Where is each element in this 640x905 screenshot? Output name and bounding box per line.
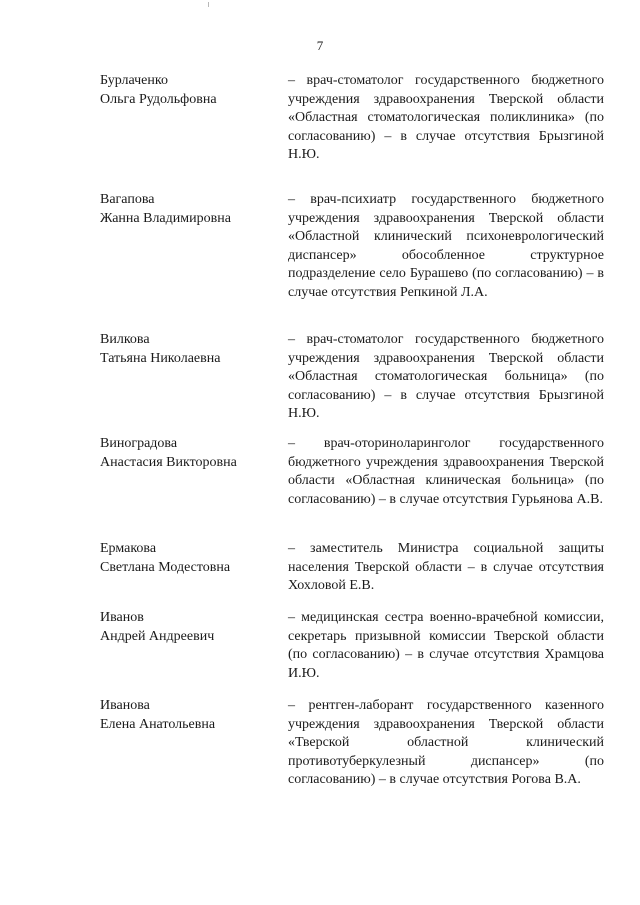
member-description: – врач-оториноларинголог государственного бюджетного учреждения здравоохранения Тверской области «Областная клиническая больница» (по согласованию) – в случае отсутствия Гурьянова А.В. (288, 436, 604, 507)
member-surname: Вагапова (100, 192, 155, 207)
member-surname: Виноградова (100, 436, 178, 451)
member-description: – врач-стоматолог государственного бюджетного учреждения здравоохранения Тверской области «Областная стоматологическая больница» (по согласованию) – в случае отсутствия Брызгиной Н.Ю. (288, 332, 604, 421)
member-surname: Иванов (100, 610, 144, 625)
member-surname: Бурлаченко (100, 73, 168, 88)
member-name (100, 191, 280, 228)
scan-artifact (208, 2, 209, 7)
member-name (100, 697, 280, 734)
member-name (100, 540, 280, 577)
member-name (100, 609, 280, 646)
member-description: – рентген-лаборант государственного казенного учреждения здравоохранения Тверской области «Тверской областной клинический противотуберкулезный диспансер» (по согласованию) – в случае отсутствия Рогова В.А. (288, 698, 604, 787)
member-description: – заместитель Министра социальной защиты населения Тверской области – в случае отсутствия Хохловой Е.В. (288, 541, 604, 593)
page-number: 7 (316, 38, 324, 53)
member-given-names: Жанна Владимировна (100, 210, 231, 226)
member-description: – медицинская сестра военно-врачебной комиссии, секретарь призывной комиссии Тверской области (по согласованию) – в случае отсутствия Храмцова И.Ю. (288, 610, 604, 681)
member-name (100, 435, 280, 472)
member-given-names: Татьяна Николаевна (100, 350, 221, 366)
member-given-names: Андрей Андреевич (100, 628, 215, 644)
member-surname: Вилкова (100, 332, 150, 347)
member-name (100, 331, 280, 368)
member-name (100, 72, 280, 109)
member-description: – врач-стоматолог государственного бюджетного учреждения здравоохранения Тверской области «Областная стоматологическая поликлиника» (по согласованию) – в случае отсутствия Брызгиной Н.Ю. (288, 73, 604, 162)
member-given-names: Светлана Модестовна (100, 559, 231, 575)
member-description: – врач-психиатр государственного бюджетного учреждения здравоохранения Тверской области «Областной клинический психоневрологический диспансер» обособленное структурное подразделение село Бурашево (по согласованию) – в случае отсутствия Репкиной Л.А. (288, 192, 604, 300)
member-given-names: Елена Анатольевна (100, 716, 216, 732)
member-surname: Иванова (100, 698, 150, 713)
member-given-names: Анастасия Викторовна (100, 454, 237, 470)
member-given-names: Ольга Рудольфовна (100, 91, 217, 107)
member-surname: Ермакова (100, 541, 157, 556)
